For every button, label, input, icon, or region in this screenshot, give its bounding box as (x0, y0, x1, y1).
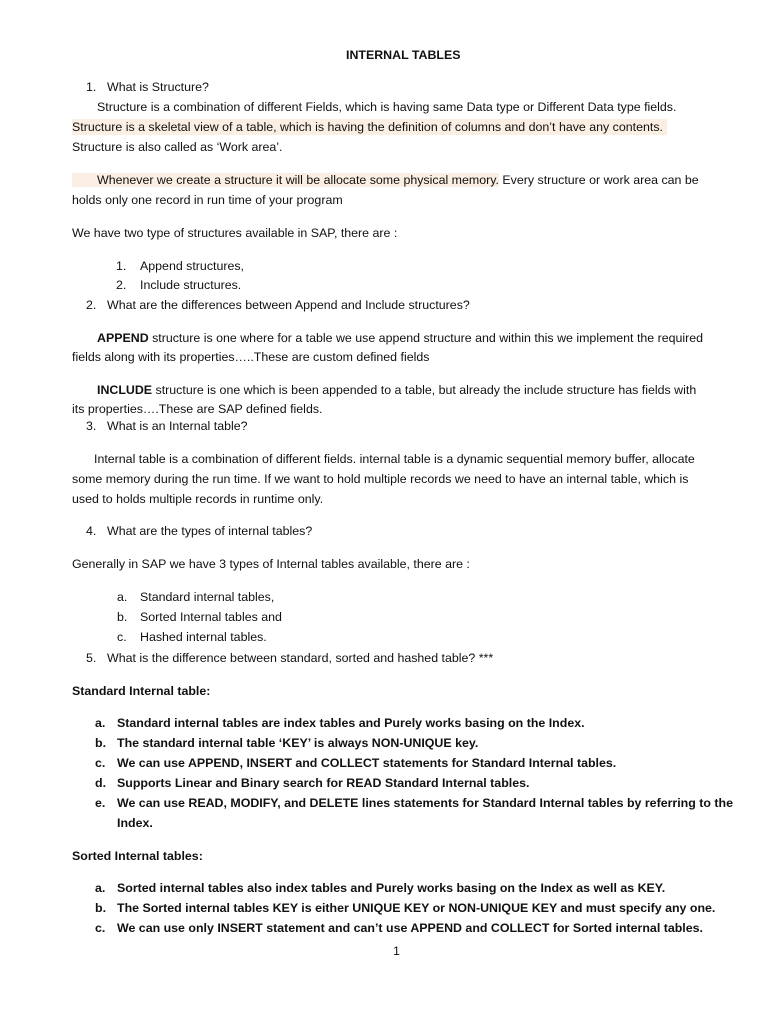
sorted-b-marker: b. (95, 901, 107, 915)
question-5: What is the difference between standard, sorted and hashed table? *** (107, 651, 494, 665)
q3-line-2: some memory during the run time. If we want to hold multiple records we need to have an internal table, which is (72, 472, 689, 486)
question-1: What is Structure? (107, 80, 209, 94)
question-3-number: 3. (86, 419, 97, 433)
q1-line-1: Structure is a combination of different Fields, which is having same Data type or Different Data type fields. (97, 100, 677, 114)
structure-type-1: Append structures, (140, 259, 245, 273)
table-type-a-marker: a. (117, 590, 128, 604)
include-paragraph (97, 382, 696, 398)
table-type-b-marker: b. (117, 610, 128, 624)
append-keyword: APPEND (97, 331, 149, 345)
standard-a-marker: a. (95, 716, 106, 730)
standard-c-marker: c. (95, 756, 106, 770)
sorted-a-marker: a. (95, 881, 106, 895)
q1-line-2-highlighted: Structure is a skeletal view of a table, which is having the definition of columns and don’t have any contents. (72, 119, 667, 135)
internal-table-types-intro: Generally in SAP we have 3 types of Internal tables available, there are : (72, 557, 470, 571)
table-type-c: Hashed internal tables. (140, 630, 267, 644)
question-4-number: 4. (86, 524, 97, 538)
append-text: structure is one where for a table we use append structure and within this we implement the required (148, 331, 704, 345)
question-1-number: 1. (86, 80, 97, 94)
question-4: What are the types of internal tables? (107, 524, 313, 538)
append-line-2: fields along with its properties…..These are custom defined fields (72, 350, 430, 364)
sorted-item-c: We can use only INSERT statement and can’t use APPEND and COLLECT for Sorted internal tables. (117, 921, 703, 935)
standard-heading: Standard Internal table: (72, 684, 211, 698)
table-type-a: Standard internal tables, (140, 590, 275, 604)
q1-para-2-line-2: holds only one record in run time of your program (72, 193, 343, 207)
page-title: INTERNAL TABLES (346, 48, 461, 62)
sorted-c-marker: c. (95, 921, 106, 935)
q1-para-2-highlight: Whenever we create a structure it will be allocate some physical memory. (72, 173, 499, 187)
question-2-number: 2. (86, 298, 97, 312)
standard-item-e-cont: Index. (117, 816, 153, 830)
q3-line-3: used to holds multiple records in runtime only. (72, 492, 324, 506)
structure-type-1-number: 1. (116, 259, 127, 273)
standard-item-b: The standard internal table ‘KEY’ is always NON-UNIQUE key. (117, 736, 479, 750)
standard-item-c: We can use APPEND, INSERT and COLLECT statements for Standard Internal tables. (117, 756, 617, 770)
standard-item-a: Standard internal tables are index tables and Purely works basing on the Index. (117, 716, 585, 730)
include-line-2: its properties….These are SAP defined fields. (72, 402, 323, 416)
structure-types-intro: We have two type of structures available in SAP, there are : (72, 226, 398, 240)
q3-line-1: Internal table is a combination of different fields. internal table is a dynamic sequential memory buffer, allocate (94, 452, 695, 466)
include-keyword: INCLUDE (97, 383, 153, 397)
include-text: structure is one which is been appended to a table, but already the include structure has fields with (152, 383, 697, 397)
standard-item-d: Supports Linear and Binary search for READ Standard Internal tables. (117, 776, 530, 790)
append-paragraph (97, 330, 703, 346)
page-number: 1 (393, 944, 400, 958)
table-type-c-marker: c. (117, 630, 127, 644)
structure-type-2-number: 2. (116, 278, 127, 292)
standard-d-marker: d. (95, 776, 107, 790)
table-type-b: Sorted Internal tables and (140, 610, 282, 624)
question-3: What is an Internal table? (107, 419, 248, 433)
sorted-item-a: Sorted internal tables also index tables and Purely works basing on the Index as well as KEY. (117, 881, 666, 895)
standard-e-marker: e. (95, 796, 106, 810)
sorted-heading: Sorted Internal tables: (72, 849, 203, 863)
q1-para-2 (72, 172, 699, 188)
question-2: What are the differences between Append and Include structures? (107, 298, 470, 312)
q1-line-3: Structure is also called as ‘Work area’. (72, 140, 283, 154)
question-5-number: 5. (86, 651, 97, 665)
sorted-item-b: The Sorted internal tables KEY is either UNIQUE KEY or NON-UNIQUE KEY and must specify any one. (117, 901, 716, 915)
structure-type-2: Include structures. (140, 278, 242, 292)
standard-b-marker: b. (95, 736, 107, 750)
standard-item-e: We can use READ, MODIFY, and DELETE lines statements for Standard Internal tables by referring to the (117, 796, 733, 810)
q1-para-2-rest: Every structure or work area can be (498, 173, 699, 187)
